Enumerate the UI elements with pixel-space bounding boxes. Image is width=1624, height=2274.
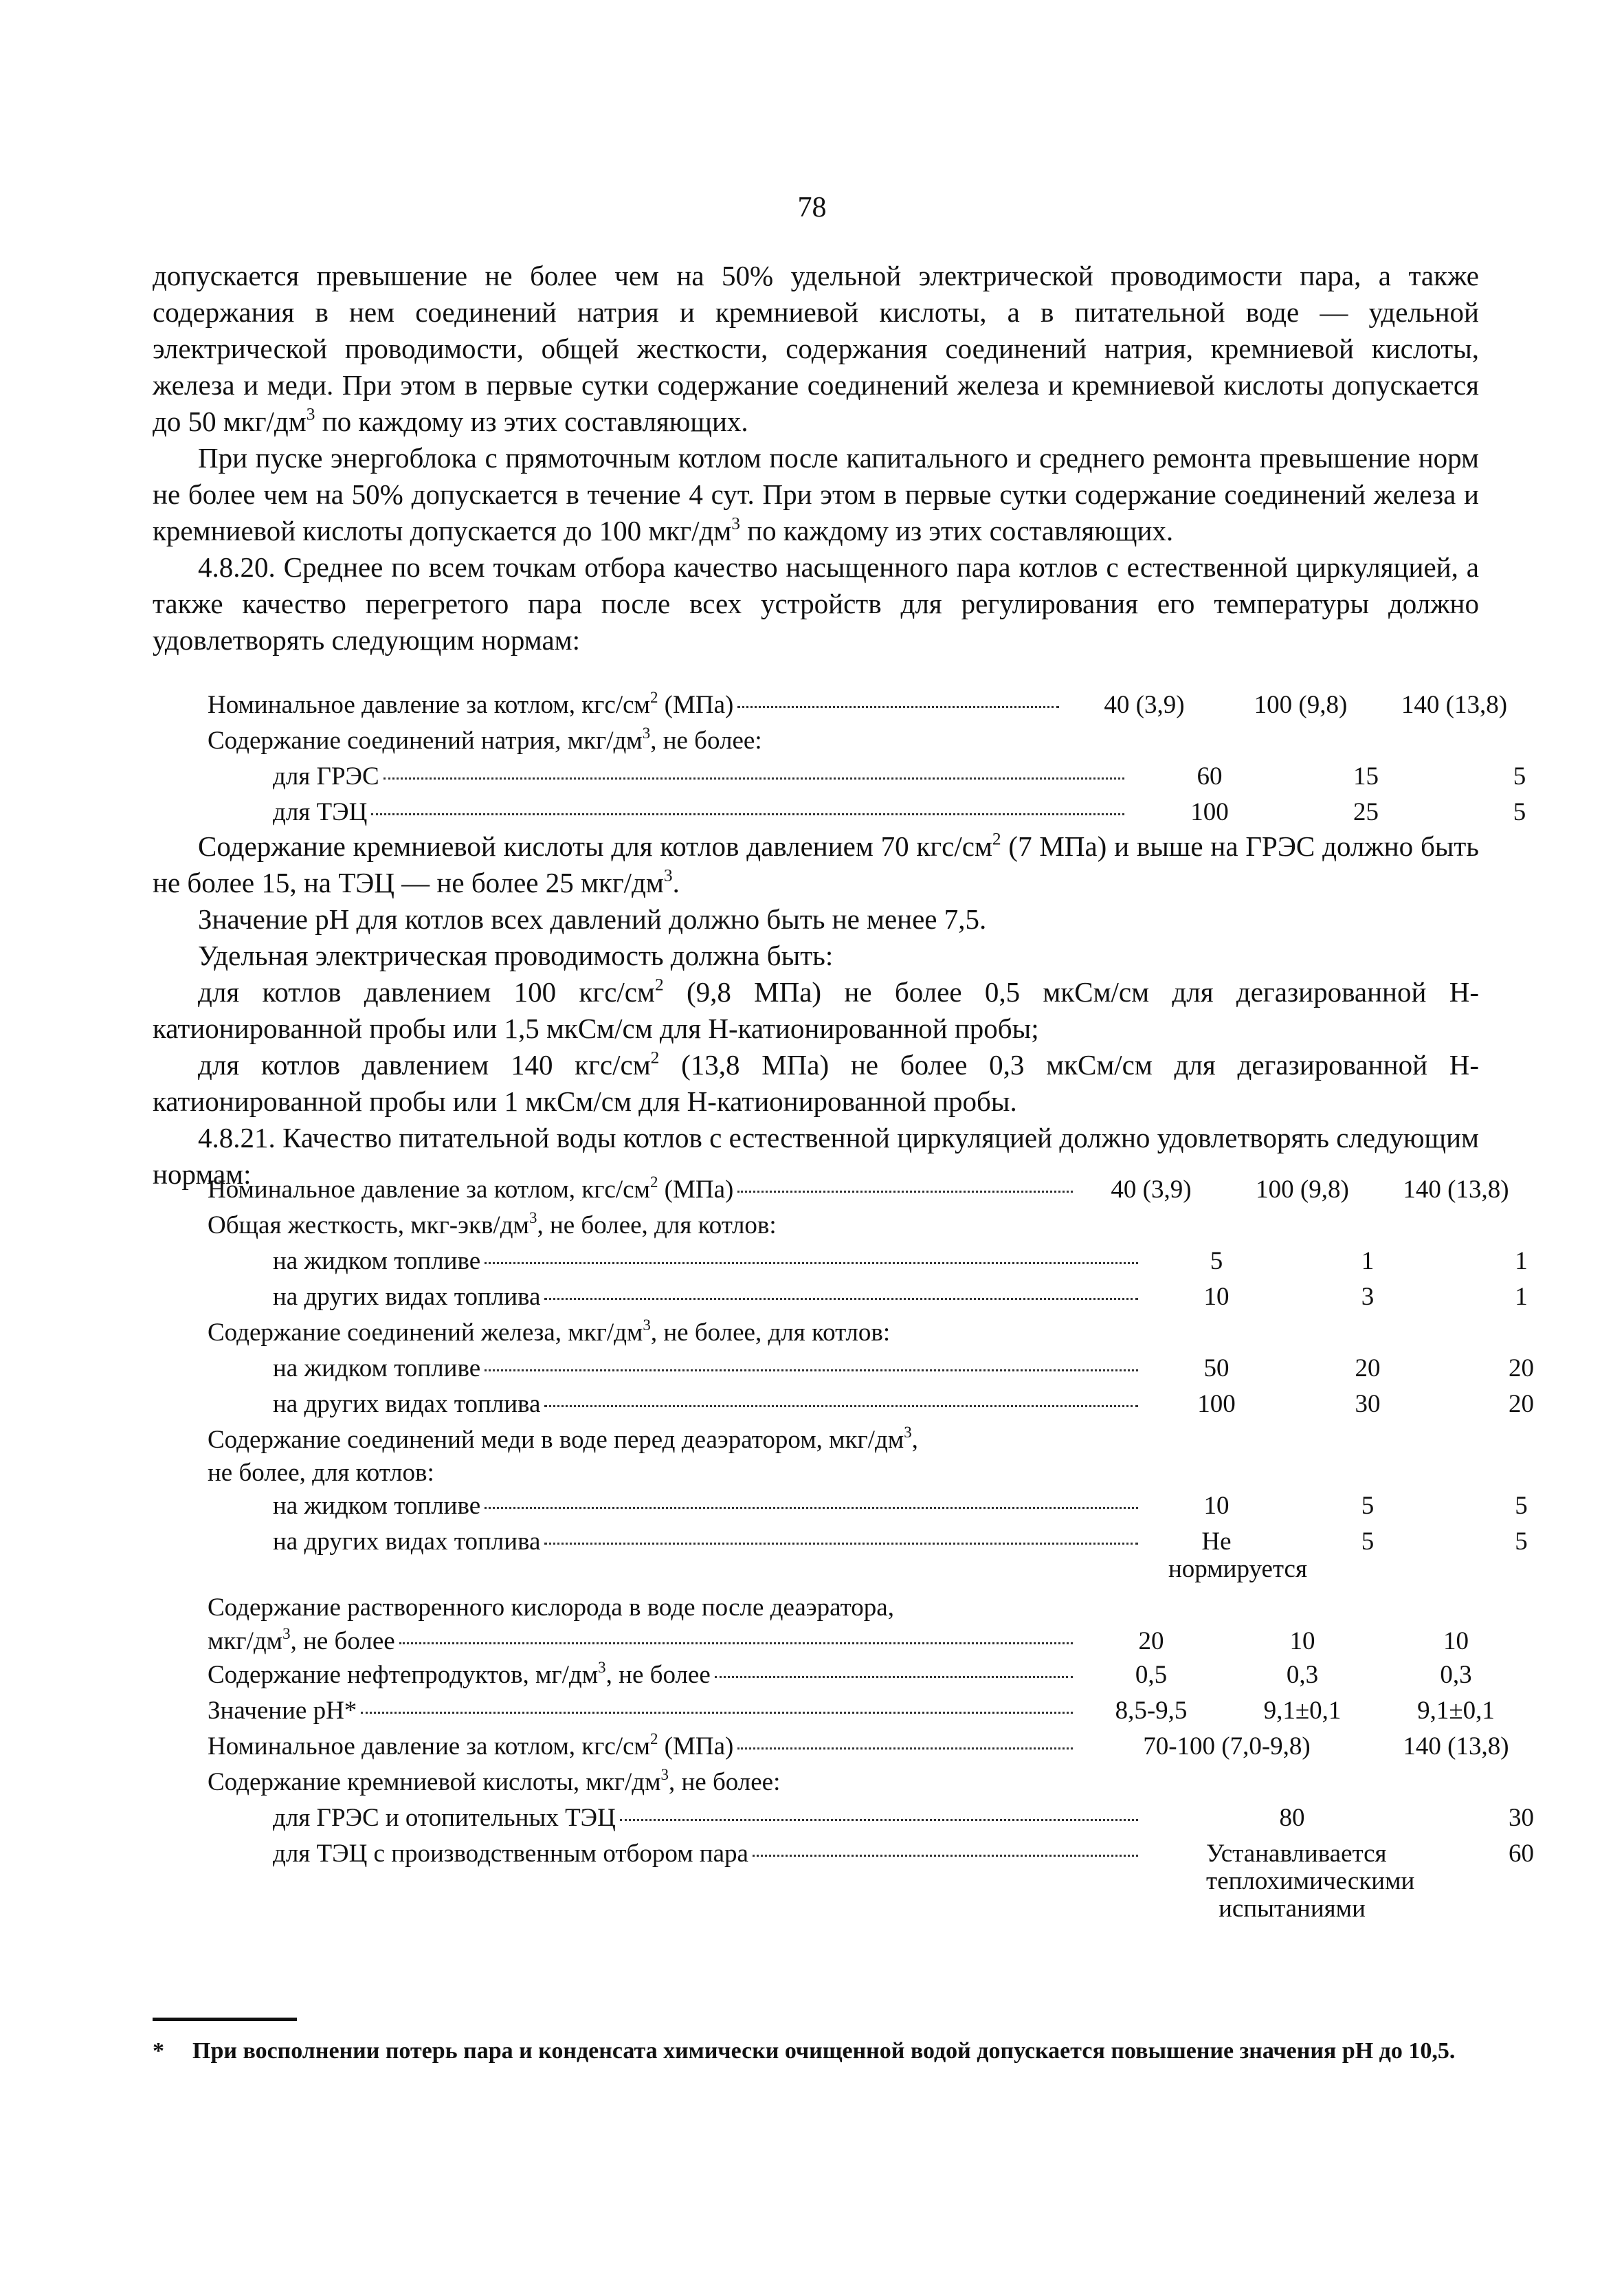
table-row: Содержание кремниевой кислоты, мкг/$дм^3$, не более: [208, 1766, 781, 1796]
footnote-text: При восполнении потерь пара и конденсата химически очищенной водой допускается повышение значения рН до 10,5. [192, 2038, 1456, 2064]
body-text-a [153, 258, 1479, 659]
paragraph-4-8-20: 4.8.20. Среднее по всем точкам отбора качество насыщенного пара котлов с естественной циркуляцией, а также качество перегретого пара после всех устройств для регулирования его температуры должно удовлетворять следующим нормам: [153, 551, 1479, 656]
footnote-marker: * [153, 2038, 164, 2064]
paragraph-ph: Значение рН для котлов всех давлений должно быть не менее 7,5. [198, 903, 987, 935]
paragraph-conductivity-140: для котлов давлением 140 кгс/$см^2$ (13,8 МПа) не более 0,3 мкСм/см для дегазированной Н-катионированной пробы или 1 мкСм/см для Н-катионированной пробы. [153, 1048, 1480, 1117]
feedwater-quality-table [153, 1172, 1534, 1923]
table-row: на жидком топливе 10 5 5 [273, 1492, 1528, 1520]
table-row: для ТЭЦ с производственным отбором пара Устанавливается теплохимическими испытаниями 60 [273, 1840, 1534, 1923]
footnote-separator [153, 2018, 297, 2021]
paragraph-4-8-21: 4.8.21. Качество питательной воды котлов с естественной циркуляцией должно удовлетворять следующим нормам: [153, 1122, 1479, 1190]
table-row: Содержание растворенного кислорода в воде после деаэратора, [208, 1593, 894, 1622]
table-row: для ГРЭС и отопительных ТЭЦ 80 30 [273, 1804, 1534, 1832]
table-row: Значение рН* 8,5-9,5 9,1±0,1 9,1±0,1 [208, 1697, 1495, 1725]
paragraph-continuation: допускается превышение не более чем на 50% удельной электрической проводимости пара, а также содержания в нем соединений натрия и кремниевой кислоты, а в питательной воде — удельной электрической проводимости, общей жесткости, содержания соединений натрия, кремниевой кислоты, железа и меди. При этом в первые сутки содержание соединений железа и кремниевой кислоты допускается до 50 мкг/$дм^3$ по каждому из этих составляющих. [153, 260, 1479, 437]
footnote [153, 2035, 1479, 2068]
table-row: Содержание соединений натрия, мкг/$дм^3$, не более: [208, 725, 762, 755]
table-row: для ТЭЦ 100 25 5 [273, 798, 1526, 826]
body-text-b [153, 828, 1479, 1193]
table-row: мкг/$дм^3$, не более 20 10 10 [208, 1626, 1469, 1655]
table-row: Содержание соединений железа, мкг/$дм^3$, не более, для котлов: [208, 1316, 891, 1347]
table-row: для ГРЭС 60 15 5 [273, 762, 1526, 791]
table-row: Содержание нефтепродуктов, $мг/дм^3$, не более 0,5 0,3 0,3 [208, 1659, 1472, 1689]
paragraph-conductivity: Удельная электрическая проводимость должна быть: [198, 940, 834, 971]
table-row: Содержание соединений меди в воде перед деаэратором, мкг/$дм^3$, [208, 1424, 918, 1454]
paragraph-conductivity-100: для котлов давлением 100 кгс/$см^2$ (9,8 МПа) не более 0,5 мкСм/см для дегазированной Н-катионированной пробы или 1,5 мкСм/см для Н-катионированной пробы; [153, 975, 1479, 1044]
page-number: 78 [797, 192, 827, 223]
paragraph-silicic: Содержание кремниевой кислоты для котлов давлением 70 кгс/$см^2$ (7 МПа) и выше на ГРЭС должно быть не более 15, на ТЭЦ — не более 25 мкг/$дм^3$. [153, 829, 1479, 898]
table-row: не более, для котлов: [208, 1459, 434, 1487]
table-row: на других видах топлива 100 30 20 [273, 1390, 1534, 1418]
table-row: Номинальное давление за котлом, кгс/$см^2$ (МПа) 40 (3,9) 100 (9,8) 140 (13,8) [208, 689, 1508, 719]
table-row: на других видах топлива 10 3 1 [273, 1283, 1528, 1311]
table-row: Номинальное давление за котлом, кгс/$см^2$ (МПа) 40 (3,9) 100 (9,8) 140 (13,8) [208, 1173, 1509, 1204]
table-row: Номинальное давление за котлом, кгс/$см^2$ (МПа) 70-100 (7,0-9,8) 140 (13,8) [208, 1730, 1509, 1760]
paragraph-startup: При пуске энергоблока с прямоточным котлом после капитального и среднего ремонта превышение норм не более чем на 50% допускается в течение 4 сут. При этом в первые сутки содержание соединений железа и кремниевой кислоты допускается до 100 мкг/$дм^3$ по каждому из этих составляющих. [153, 442, 1479, 547]
table-row: Общая жесткость, мкг-$экв/дм^3$, не более, для котлов: [208, 1209, 777, 1239]
steam-quality-table [153, 687, 1526, 830]
table-row: на жидком топливе 50 20 20 [273, 1354, 1534, 1382]
table-row: на других видах топлива Не нормируется 5 5 [273, 1527, 1528, 1583]
table-row: на жидком топливе 5 1 1 [273, 1247, 1528, 1275]
